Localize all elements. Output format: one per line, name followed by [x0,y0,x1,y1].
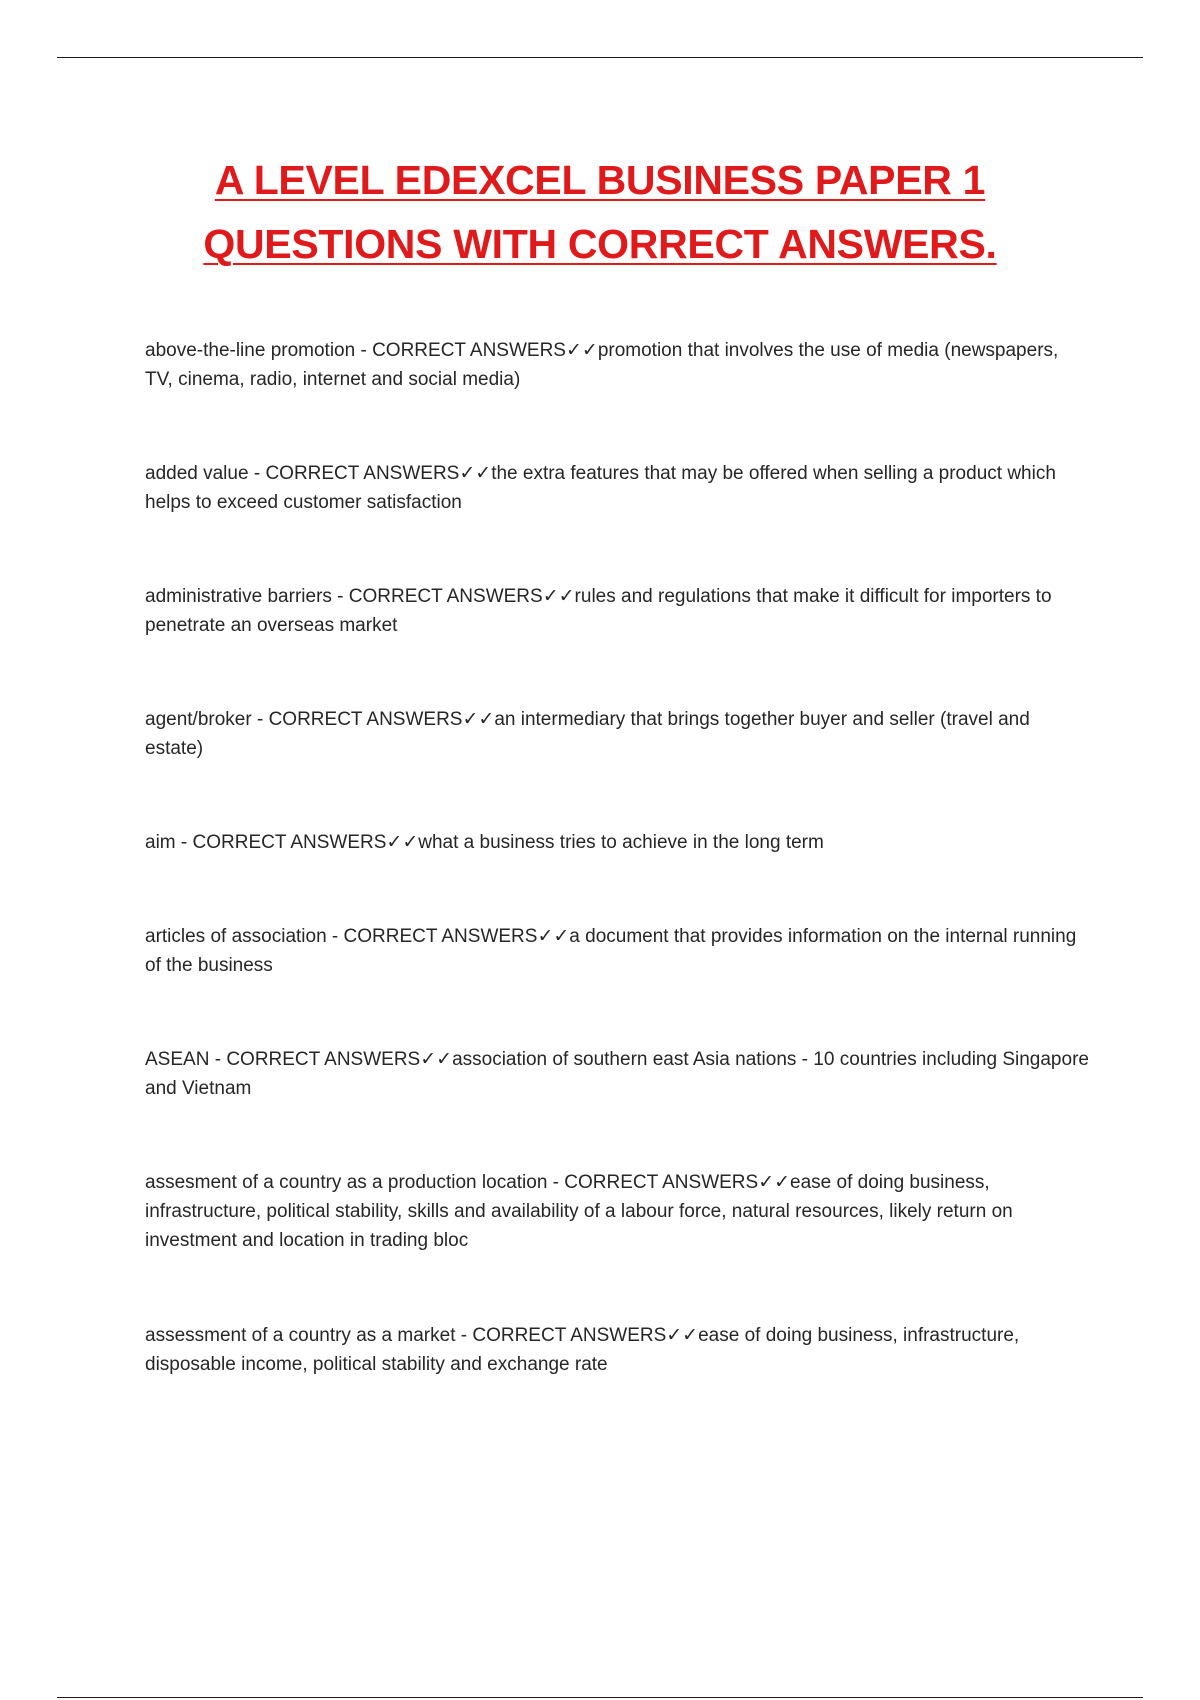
double-check-icon: ✓✓ [542,586,575,607]
entry-definition: a document that provides information on the internal running of the business [145,926,1077,976]
entry-answer-marker: CORRECT ANSWERS [564,1172,759,1193]
entry-answer-marker: CORRECT ANSWERS [268,709,463,730]
title-line-2: QUESTIONS WITH CORRECT ANSWERS. [203,221,997,267]
flashcard-entry [145,922,1090,980]
entry-definition: association of southern east Asia nations - 10 countries including Singapore and Vietnam [145,1049,1089,1099]
double-check-icon: ✓✓ [462,709,495,730]
entry-term: ASEAN [145,1049,210,1070]
double-check-icon: ✓✓ [420,1049,453,1070]
entry-answer-marker: CORRECT ANSWERS [265,463,460,484]
entry-definition: promotion that involves the use of media (newspapers, TV, cinema, radio, internet and social media) [145,340,1059,390]
entry-answer-marker: CORRECT ANSWERS [226,1049,421,1070]
entry-answer-marker: CORRECT ANSWERS [472,1325,667,1346]
entry-separator: - [355,340,373,361]
entry-separator: - [175,832,193,853]
flashcard-entry [145,1321,1090,1379]
entry-separator: - [326,926,344,947]
entry-definition: an intermediary that brings together buyer and seller (travel and estate) [145,709,1030,759]
double-check-icon: ✓✓ [666,1325,699,1346]
entry-term: above-the-line promotion [145,340,356,361]
bottom-rule [57,1697,1143,1698]
entry-definition: what a business tries to achieve in the long term [418,832,824,853]
entry-separator: - [251,709,269,730]
page-title [0,148,1200,276]
entry-answer-marker: CORRECT ANSWERS [372,340,566,361]
entry-term: agent/broker [145,709,252,730]
title-line-1: A LEVEL EDEXCEL BUSINESS PAPER 1 [214,157,986,203]
double-check-icon: ✓✓ [758,1172,791,1193]
entry-term: aim [145,832,176,853]
double-check-icon: ✓✓ [459,463,492,484]
entry-definition: ease of doing business, infrastructure, political stability, skills and availability of a labour force, natural resources, likely return on investment and location in trading bloc [145,1172,1013,1251]
double-check-icon: ✓✓ [386,832,419,853]
flashcard-entry [145,828,1090,857]
entry-separator: - [331,586,349,607]
top-rule [57,57,1143,58]
entry-definition: ease of doing business, infrastructure, disposable income, political stability and exchange rate [145,1325,1020,1375]
flashcard-entry [145,705,1090,763]
entry-term: administrative barriers [145,586,332,607]
entry-separator: - [209,1049,227,1070]
double-check-icon: ✓✓ [537,926,570,947]
entry-definition: rules and regulations that make it difficult for importers to penetrate an overseas market [145,586,1052,636]
entry-separator: - [455,1325,473,1346]
entry-term: articles of association [145,926,327,947]
flashcard-entry [145,582,1090,640]
double-check-icon: ✓✓ [565,340,598,361]
entry-separator: - [547,1172,565,1193]
flashcard-entry [145,459,1090,517]
flashcard-entry [145,336,1090,394]
entry-definition: the extra features that may be offered when selling a product which helps to exceed customer satisfaction [145,463,1056,513]
entry-answer-marker: CORRECT ANSWERS [343,926,538,947]
flashcard-entry [145,1168,1090,1255]
entry-term: added value [145,463,249,484]
entry-term: assesment of a country as a production location [145,1172,548,1193]
entry-term: assessment of a country as a market [145,1325,456,1346]
entry-answer-marker: CORRECT ANSWERS [348,586,543,607]
entry-separator: - [248,463,266,484]
entry-answer-marker: CORRECT ANSWERS [192,832,387,853]
flashcard-entry [145,1045,1090,1103]
